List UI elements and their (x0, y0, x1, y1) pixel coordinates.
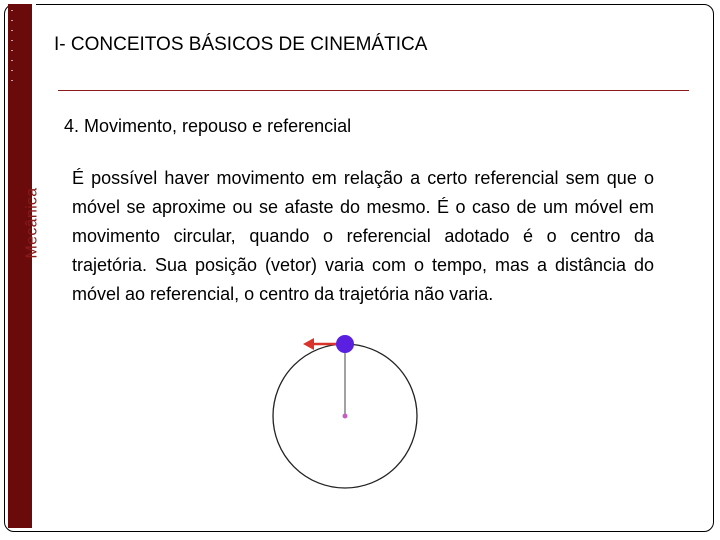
decorative-dots (11, 10, 13, 90)
body-paragraph: É possível haver movimento em relação a certo referencial sem que o móvel se aproxime ou se afaste do mesmo. É o caso de um móvel em movimento circular, quando o referencial adotado é o centro da trajetória. Sua posição (vetor) varia com o tempo, mas a distância do móvel ao referencial, o centro da trajetória não varia. (72, 168, 654, 304)
page-title: I- CONCEITOS BÁSICOS DE CINEMÁTICA (54, 34, 428, 55)
side-label (22, 168, 42, 278)
side-label-text: Mecânica (23, 187, 41, 259)
circular-motion-diagram (268, 330, 428, 530)
title-divider (58, 90, 689, 91)
section-subtitle: 4. Movimento, repouso e referencial (64, 116, 352, 136)
center-point (343, 414, 348, 419)
velocity-arrow-head (303, 338, 314, 350)
moving-body (336, 335, 354, 353)
